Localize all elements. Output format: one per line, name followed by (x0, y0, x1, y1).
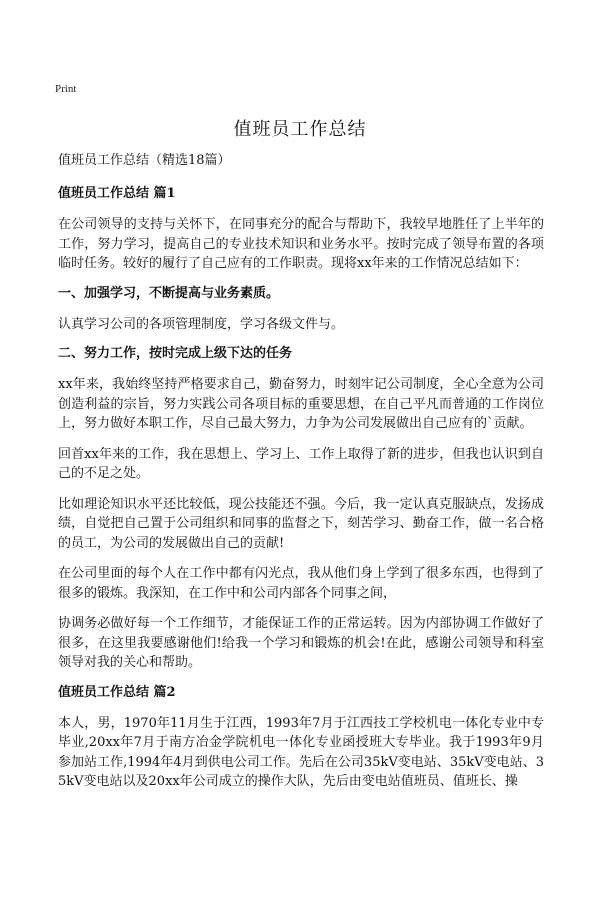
paragraph: 协调务必做好每一个工作细节，才能保证工作的正常运转。因为内部协调工作做好了很多，在这里我要感谢他们!给我一个学习和锻炼的机会!在此，感谢公司领导和科室领导对我的关心和帮助。 (58, 616, 544, 670)
paragraph: xx年来，我始终坚持严格要求自己，勤奋努力，时刻牢记公司制度，全心全意为公司创造利益的宗旨，努力实践公司各项目标的重要思想，在自己平凡而普通的工作岗位上，努力做好本职工作，尽自己最大努力，力争为公司发展做出自己应有的`贡献。 (58, 377, 544, 431)
document-body (58, 152, 544, 803)
print-label: Print (55, 83, 77, 95)
section-heading-article-2: 值班员工作总结 篇2 (58, 684, 176, 700)
section-heading-study: 一、加强学习，不断提高与业务素质。 (58, 285, 280, 301)
document-subtitle: 值班员工作总结（精选18篇） (58, 153, 231, 168)
paragraph: 回首xx年来的工作，我在思想上、学习上、工作上取得了新的进步，但我也认识到自己的不足之处。 (58, 446, 544, 481)
paragraph: 比如理论知识水平还比较低，现公技能还不强。今后，我一定认真克服缺点，发扬成绩，自觉把自己置于公司组织和同事的监督之下，刻苦学习、勤奋工作，做一名合格的员工，为公司的发展做出自己的贡献! (58, 496, 544, 551)
paragraph: 在公司领导的支持与关怀下，在同事充分的配合与帮助下，我较早地胜任了上半年的工作，努力学习，提高自己的专业技术知识和业务水平。按时完成了领导布置的各项临时任务。较好的履行了自己应有的工作职责。现将xx年来的工作情况总结如下： (58, 217, 544, 271)
paragraph: 认真学习公司的各项管理制度，学习各级文件与。 (58, 316, 345, 332)
section-heading-work: 二、努力工作，按时完成上级下达的任务 (58, 346, 293, 361)
paragraph: 在公司里面的每个人在工作中都有闪光点，我从他们身上学到了很多东西，也得到了很多的锻炼。我深知，在工作中和公司内部各个同事之间， (58, 566, 544, 601)
section-heading-article-1: 值班员工作总结 篇1 (58, 186, 176, 201)
paragraph: 本人，男，1970年11月生于江西，1993年7月于江西技工学校机电一体化专业中专毕业,20xx年7月于南方冶金学院机电一体化专业函授班大专毕业。我于1993年9月参加站工作,1994年4月到供电公司工作。先后在公司35kV变电站、35kV变电站、35kV变电站以及20xx年公司成立的操作大队，先后由变电站值班员、值班长、操 (58, 715, 544, 789)
document-title: 值班员工作总结 (233, 119, 367, 140)
